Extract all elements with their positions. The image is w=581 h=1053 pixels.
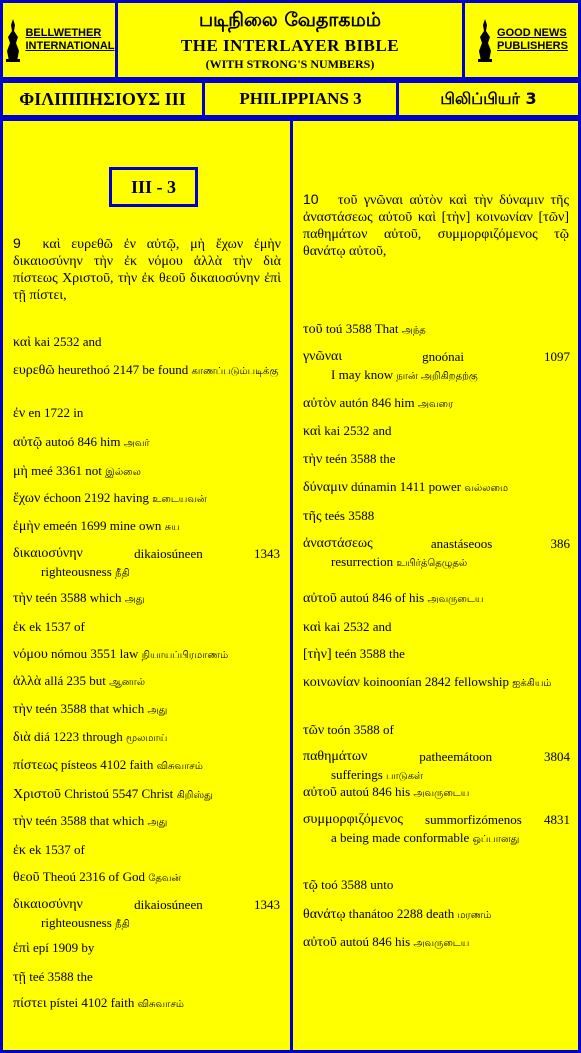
strong-number: 3588	[60, 701, 87, 716]
word-entry	[303, 905, 491, 925]
word-entry	[13, 700, 167, 720]
strong-number: 1223	[53, 729, 80, 744]
greek-word: ἐπὶ	[13, 941, 30, 956]
word-entry	[13, 545, 280, 583]
greek-word: τὴν	[13, 591, 33, 606]
book-english: PHILIPPIANS 3	[202, 80, 399, 118]
english-gloss: death	[426, 906, 455, 921]
transliteration: gnoónai	[422, 349, 465, 364]
word-entry	[13, 618, 85, 637]
english-gloss: resurrection	[331, 554, 394, 569]
tamil-gloss: அவர்	[123, 438, 150, 449]
strong-number: 3588	[348, 508, 375, 523]
goodnews-logo-line2: PUBLISHERS	[497, 40, 568, 52]
strong-number: 2316	[79, 869, 106, 884]
tamil-gloss: ஒப்பானது	[472, 834, 520, 845]
english-gloss: that which	[89, 813, 145, 828]
strong-number: 1722	[44, 405, 70, 420]
strong-number: 3588	[359, 646, 386, 661]
greek-word: αὐτὸν	[303, 396, 337, 411]
word-entry	[303, 811, 570, 849]
transliteration: epí	[32, 940, 49, 955]
english-gloss: his	[394, 784, 411, 799]
english-gloss: having	[113, 490, 150, 505]
transliteration: échoon	[43, 490, 82, 505]
english-gloss: through	[82, 729, 123, 744]
word-entry	[303, 933, 469, 953]
tamil-gloss: அது	[124, 594, 145, 605]
english-gloss: faith	[129, 757, 154, 772]
strong-number: 4831	[543, 812, 570, 827]
greek-word: πίστει	[13, 996, 47, 1011]
transliteration: emeén	[43, 518, 78, 533]
word-entry	[13, 462, 141, 482]
transliteration: dúnamin	[351, 479, 397, 494]
transliteration: heurethoó	[57, 362, 110, 377]
bellwether-logo-line2: INTERNATIONAL	[25, 40, 115, 52]
greek-word: τῶν	[303, 723, 325, 738]
strong-number: 5547	[112, 786, 139, 801]
english-gloss: righteousness	[41, 915, 112, 930]
chapter-label: III - 3	[109, 167, 198, 207]
transliteration: patheemátoon	[419, 749, 493, 764]
gloss-line	[303, 829, 570, 849]
bellwether-logo-box	[0, 0, 118, 80]
greek-word: νόμου	[13, 647, 48, 662]
strong-number: 1411	[399, 479, 426, 494]
word-entry	[303, 422, 391, 441]
title-box	[115, 0, 465, 80]
transliteration: písteos	[60, 757, 98, 772]
greek-word: αὐτῷ	[13, 435, 43, 450]
english-gloss: sufferings	[331, 767, 383, 782]
strong-number: 846	[77, 434, 97, 449]
english-gloss: in	[73, 405, 84, 420]
english-gloss: and	[372, 619, 392, 634]
strong-number: 1343	[253, 897, 280, 912]
english-gloss: law	[119, 646, 139, 661]
english-gloss: mine own	[109, 518, 162, 533]
tamil-gloss: கிறிஸ்து	[176, 790, 213, 801]
tamil-gloss: மூலமாய்	[126, 733, 168, 744]
word-entry	[303, 618, 391, 637]
transliteration: pístei	[49, 995, 79, 1010]
gloss-line	[13, 914, 280, 934]
tamil-gloss: பாடுகள்	[386, 771, 424, 782]
word-entry	[13, 868, 181, 888]
tamil-gloss: அது	[147, 705, 168, 716]
right-column	[290, 118, 581, 1053]
transliteration: toó	[321, 877, 338, 892]
tamil-gloss: விசுவாசம்	[137, 999, 184, 1010]
transliteration: toú	[325, 321, 343, 336]
strong-number: 2532	[53, 334, 80, 349]
strong-number: 3588	[60, 590, 87, 605]
word-entry	[13, 433, 150, 453]
tamil-gloss: அவருடைய	[427, 594, 484, 605]
word-entry	[303, 535, 570, 573]
english-gloss: of God	[108, 869, 145, 884]
greek-word: τὴν	[303, 452, 323, 467]
tamil-gloss: உடையவன்	[152, 494, 207, 505]
greek-word: παθημάτων	[303, 749, 368, 764]
strong-number: 2288	[396, 906, 423, 921]
tamil-gloss: காணப்படும்படிக்கு	[191, 366, 279, 377]
book-tamil: பிலிப்பியர் 3	[396, 80, 581, 118]
gloss-line	[303, 553, 570, 573]
word-entry	[303, 450, 396, 469]
word-entry	[13, 812, 167, 832]
greek-word: τὴν	[13, 702, 33, 717]
strong-number: 1537	[44, 842, 71, 857]
verse-number: 10	[303, 191, 319, 207]
bellwether-logo	[3, 17, 114, 63]
english-gloss: fellowship	[454, 674, 509, 689]
verse-10	[303, 191, 569, 260]
greek-word: τὴν	[13, 814, 33, 829]
strong-number: 3588	[47, 969, 74, 984]
english-gloss: of	[73, 619, 85, 634]
left-column	[0, 118, 293, 1053]
strong-number: 1909	[52, 940, 79, 955]
verse-number: 9	[13, 235, 21, 251]
tamil-gloss: வல்லமை	[464, 483, 509, 494]
greek-word: αὐτοῦ	[303, 591, 337, 606]
greek-word: αὐτοῦ	[303, 785, 337, 800]
transliteration: teén	[334, 646, 357, 661]
strong-number: 2532	[343, 423, 370, 438]
english-gloss: the	[389, 646, 405, 661]
gloss-line	[13, 563, 280, 583]
word-entry	[303, 645, 405, 664]
transliteration: teés	[324, 508, 345, 523]
transliteration: teén	[35, 590, 58, 605]
greek-word: τῷ	[303, 878, 318, 893]
english-gloss: a being made conformable	[331, 830, 470, 845]
transliteration: toón	[327, 722, 351, 737]
subtitle: (WITH STRONG'S NUMBERS)	[205, 57, 375, 71]
word-entry	[303, 348, 570, 386]
word-entry	[13, 404, 83, 423]
word-entry	[13, 728, 167, 748]
bellwether-figure-icon	[3, 17, 23, 63]
tamil-gloss: அவரை	[417, 399, 454, 410]
greek-word: ευρεθῶ	[13, 363, 55, 378]
greek-word: καὶ	[13, 335, 32, 350]
english-title: THE INTERLAYER BIBLE	[180, 36, 400, 55]
word-entry	[303, 478, 508, 498]
strong-number: 4102	[81, 995, 108, 1010]
greek-word: αὐτοῦ	[303, 935, 337, 950]
word-entry	[13, 785, 213, 805]
english-gloss: righteousness	[41, 564, 112, 579]
goodnews-logo-line1: GOOD NEWS	[497, 27, 567, 39]
word-entry	[303, 876, 393, 895]
strong-number: 3588	[60, 813, 87, 828]
tamil-gloss: நியாயப்பிரமாணம்	[141, 650, 229, 661]
english-gloss: That	[374, 321, 399, 336]
greek-word: ἐν	[13, 406, 26, 421]
tamil-gloss: உயிர்த்தெழுதல்	[396, 558, 468, 569]
transliteration: kai	[324, 619, 341, 634]
word-entry	[13, 939, 94, 958]
greek-word: ἐκ	[13, 620, 26, 635]
strong-number: 3361	[55, 463, 82, 478]
greek-word: δικαιοσύνην	[13, 546, 83, 561]
tamil-gloss: நீதி	[115, 568, 130, 579]
strong-number: 2532	[343, 619, 370, 634]
transliteration: teé	[29, 969, 45, 984]
transliteration: thanátoo	[348, 906, 394, 921]
strong-number: 846	[372, 784, 392, 799]
tamil-gloss: இல்லை	[105, 467, 141, 478]
transliteration: meé	[31, 463, 53, 478]
greek-word: τῇ	[13, 970, 26, 985]
word-entry	[303, 673, 551, 693]
strong-number: 4102	[100, 757, 127, 772]
strong-number: 3588	[340, 877, 367, 892]
tamil-gloss: சுய	[164, 522, 180, 533]
transliteration: dikaiosúneen	[134, 897, 203, 912]
word-entry	[13, 896, 280, 934]
word-entry	[303, 320, 426, 340]
tamil-gloss: மரணம்	[457, 910, 492, 921]
transliteration: diá	[33, 729, 50, 744]
greek-word: θεοῦ	[13, 870, 40, 885]
strong-number: 846	[372, 590, 392, 605]
greek-word: κοινωνίαν	[303, 675, 360, 690]
transliteration: autoú	[340, 784, 369, 799]
tamil-gloss: ஆனால்	[109, 677, 146, 688]
word-entry	[13, 333, 101, 352]
word-entry	[303, 507, 374, 526]
tamil-title: படிநிலை வேதாகமம்	[198, 9, 382, 31]
greek-word: ἀναστάσεως	[303, 536, 373, 551]
strong-number: 3588	[353, 722, 380, 737]
greek-word: συμμορφιζόμενος	[303, 812, 403, 827]
greek-word: δικαιοσύνην	[13, 897, 83, 912]
transliteration: kai	[324, 423, 341, 438]
english-gloss: by	[81, 940, 95, 955]
greek-word: ἔχων	[13, 491, 41, 506]
transliteration: teén	[35, 701, 58, 716]
english-gloss: of	[73, 842, 85, 857]
transliteration: ek	[29, 619, 42, 634]
strong-number: 386	[550, 536, 570, 551]
goodnews-logo	[475, 17, 568, 63]
word-entry	[13, 756, 203, 776]
word-entry	[13, 517, 180, 537]
strong-number: 2192	[84, 490, 111, 505]
transliteration: autoó	[45, 434, 75, 449]
strong-number: 2842	[424, 674, 451, 689]
word-entry	[13, 841, 85, 860]
greek-word: ἀλλὰ	[13, 674, 42, 689]
strong-number: 2147	[113, 362, 140, 377]
tamil-gloss: ஐக்கியம்	[512, 678, 552, 689]
strong-number: 235	[66, 673, 87, 688]
word-entry	[303, 394, 453, 414]
word-entry	[13, 994, 184, 1014]
tamil-gloss: அவருடைய	[413, 788, 470, 799]
greek-word: διὰ	[13, 730, 31, 745]
tamil-gloss: அந்த	[401, 325, 426, 336]
word-entry	[303, 721, 394, 740]
english-gloss: be found	[142, 362, 189, 377]
word-entry	[303, 748, 570, 786]
greek-word: ἐμὴν	[13, 519, 41, 534]
english-gloss: I may know	[331, 367, 394, 382]
word-entry	[13, 589, 145, 609]
bellwether-logo-line1: BELLWETHER	[25, 27, 102, 39]
greek-word: καὶ	[303, 620, 322, 635]
strong-number: 1537	[44, 619, 71, 634]
book-row	[0, 80, 581, 118]
tamil-gloss: நீதி	[115, 919, 130, 930]
transliteration: autoú	[340, 934, 369, 949]
goodnews-figure-icon	[475, 17, 495, 63]
greek-word: θανάτῳ	[303, 907, 346, 922]
strong-number: 3804	[544, 749, 570, 764]
goodnews-logo-box	[462, 0, 581, 80]
transliteration: nómou	[51, 646, 88, 661]
tamil-gloss: அவருடைய	[413, 938, 470, 949]
word-entry	[13, 672, 145, 692]
gloss-line	[303, 366, 570, 386]
transliteration: koinoonían	[363, 674, 422, 689]
transliteration: autón	[339, 395, 369, 410]
greek-word: τοῦ	[303, 322, 323, 337]
book-greek: ΦΙΛΙΠΠΗΣΙΟΥΣ III	[0, 80, 205, 118]
tamil-gloss: விசுவாசம்	[156, 761, 203, 772]
english-gloss: Christ	[141, 786, 174, 801]
word-entry	[303, 783, 469, 803]
english-gloss: power	[428, 479, 462, 494]
verse-text: καὶ ευρεθῶ ἐν αὐτῷ, μὴ ἔχων ἐμὴν δικαιοσύνην τὴν ἐκ νόμου ἀλλὰ τὴν διὰ πίστεως Χριστοῦ, τὴν ἐκ θεοῦ δικαιοσύνην ἐπὶ τῇ πίστει,	[13, 237, 281, 303]
strong-number: 1699	[80, 518, 107, 533]
transliteration: anastáseoos	[430, 536, 493, 551]
transliteration: teén	[325, 451, 348, 466]
english-gloss: which	[89, 590, 122, 605]
english-gloss: him	[100, 434, 121, 449]
english-gloss: not	[85, 463, 102, 478]
word-entry	[303, 589, 483, 609]
verse-text: τοῦ γνῶναι αὐτὸν καὶ τὴν δύναμιν τῆς ἀναστάσεως αὐτοῦ καὶ [τὴν] κοινωνίαν [τῶν] παθημάτων αὐτοῦ, συμμορφιζόμενος τῷ θανάτῳ αὐτοῦ,	[303, 193, 569, 259]
transliteration: dikaiosúneen	[134, 546, 203, 561]
word-entry	[13, 361, 278, 381]
transliteration: allá	[44, 673, 64, 688]
strong-number: 1097	[544, 349, 570, 364]
transliteration: Theoú	[42, 869, 76, 884]
english-gloss: him	[394, 395, 415, 410]
transliteration: autoú	[340, 590, 369, 605]
strong-number: 3588	[350, 451, 377, 466]
tamil-gloss: நான் அறிகிறதற்கு	[396, 371, 478, 382]
strong-number: 1343	[253, 546, 280, 561]
greek-word: μὴ	[13, 464, 28, 479]
verse-9	[13, 235, 281, 304]
greek-word: δύναμιν	[303, 480, 348, 495]
strong-number: 3551	[90, 646, 117, 661]
tamil-gloss: தேவன்	[148, 873, 182, 884]
greek-word: [τὴν]	[303, 647, 332, 662]
word-entry	[13, 645, 228, 665]
transliteration: ek	[29, 842, 42, 857]
word-entry	[13, 489, 207, 509]
transliteration: en	[28, 405, 41, 420]
english-gloss: of	[383, 722, 394, 737]
english-gloss: but	[89, 673, 106, 688]
english-gloss: the	[76, 969, 93, 984]
transliteration: teén	[35, 813, 58, 828]
english-gloss: unto	[370, 877, 394, 892]
greek-word: τῆς	[303, 509, 322, 524]
tamil-gloss: அது	[147, 817, 168, 828]
strong-number: 846	[371, 395, 392, 410]
greek-word: ἐκ	[13, 843, 26, 858]
english-gloss: and	[372, 423, 392, 438]
greek-word: πίστεως	[13, 758, 58, 773]
greek-word: Χριστοῦ	[13, 787, 61, 802]
english-gloss: and	[82, 334, 102, 349]
english-gloss: of his	[394, 590, 425, 605]
english-gloss: that which	[89, 701, 145, 716]
transliteration: summorfizómenos	[425, 812, 522, 827]
strong-number: 846	[372, 934, 392, 949]
word-entry	[13, 968, 93, 987]
greek-word: γνῶναι	[303, 349, 343, 364]
transliteration: kai	[34, 334, 51, 349]
strong-number: 3588	[345, 321, 372, 336]
transliteration: Christoú	[64, 786, 110, 801]
greek-word: καὶ	[303, 424, 322, 439]
english-gloss: his	[394, 934, 411, 949]
header	[0, 0, 581, 80]
english-gloss: faith	[110, 995, 135, 1010]
english-gloss: the	[379, 451, 396, 466]
